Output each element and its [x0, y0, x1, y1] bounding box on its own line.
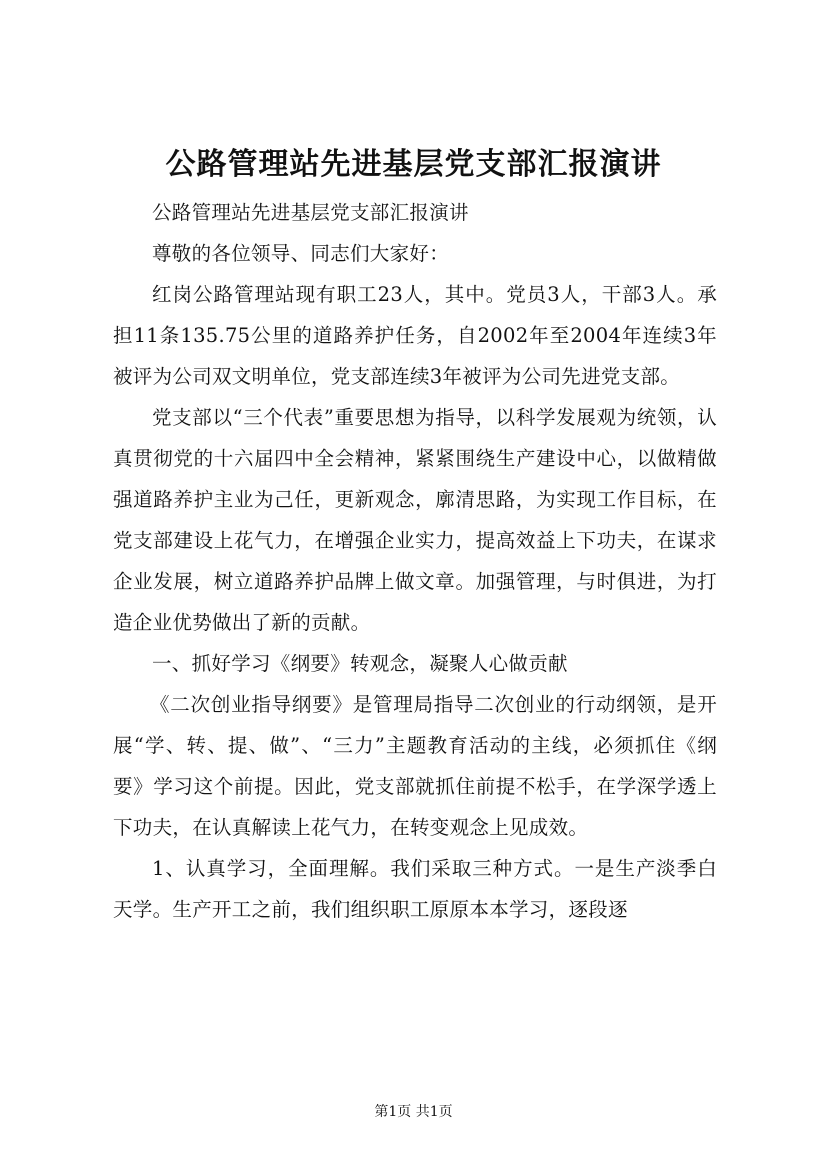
document-body — [113, 192, 717, 930]
paragraph-party-guidance: 党支部以“三个代表”重要思想为指导，以科学发展观为统领，认真贯彻党的十六届四中全会精神，紧紧围绕生产建设中心，以做精做强道路养护主业为己任，更新观念，廓清思路，为实现工作目标，在党支部建设上花气力，在增强企业实力，提高效益上下功夫，在谋求企业发展，树立道路养护品牌上做文章。加强管理，与时俱进，为打造企业优势做出了新的贡献。 — [113, 406, 717, 634]
paragraph-greeting: 尊敬的各位领导、同志们大家好： — [152, 242, 450, 265]
section-heading-one: 一、抓好学习《纲要》转观念，凝聚人心做贡献 — [152, 652, 568, 675]
paragraph-subtitle: 公路管理站先进基层党支部汇报演讲 — [152, 201, 469, 224]
page-footer: 第1页 共1页 — [374, 1104, 453, 1120]
paragraph-study-methods: 1、认真学习，全面理解。我们采取三种方式。一是生产淡季白天学。生产开工之前，我们组织职工原原本本学习，逐段逐 — [113, 857, 717, 921]
document-title: 公路管理站先进基层党支部汇报演讲 — [165, 147, 662, 182]
paragraph-outline-study: 《二次创业指导纲要》是管理局指导二次创业的行动纲领，是开展“学、转、提、做”、“三力”主题教育活动的主线，必须抓住《纲要》学习这个前提。因此，党支部就抓住前提不松手，在学深学透上下功夫，在认真解读上花气力，在转变观念上见成效。 — [113, 693, 717, 839]
paragraph-station-overview: 红岗公路管理站现有职工23人，其中。党员3人，干部3人。承担11条135.75公里的道路养护任务，自2002年至2004年连续3年被评为公司双文明单位，党支部连续3年被评为公司先进党支部。 — [113, 283, 717, 388]
